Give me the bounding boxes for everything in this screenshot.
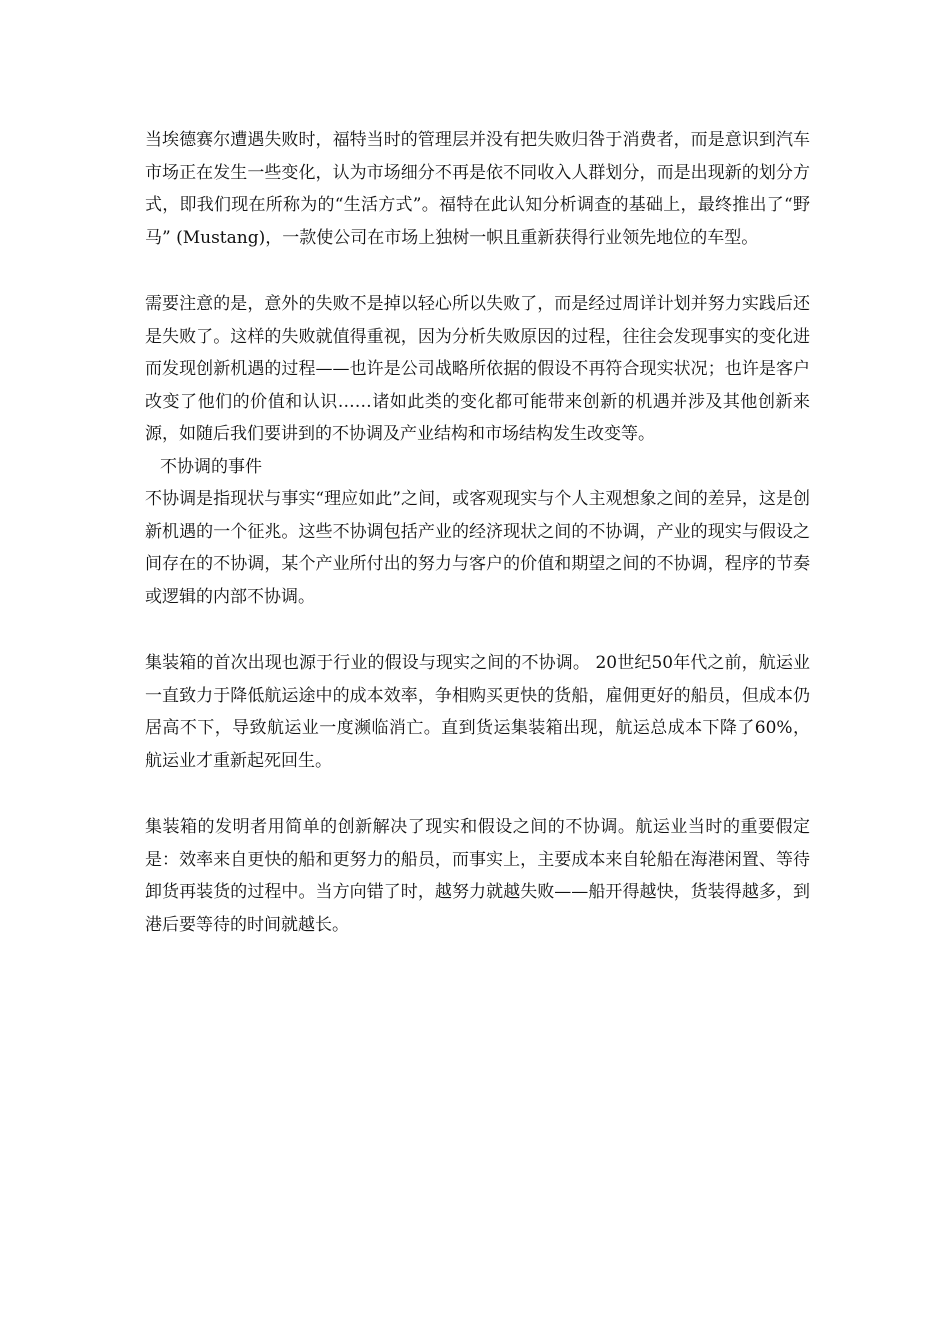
paragraph-container-inventor: 集装箱的发明者用简单的创新解决了现实和假设之间的不协调。航运业当时的重要假定是：效率来自更快的船和更努力的船员，而事实上，主要成本来自轮船在海港闲置、等待卸货再装货的过程中。当方向错了时，越努力就越失败——船开得越快，货装得越多，到港后要等待的时间就越长。 bbox=[145, 817, 810, 935]
paragraph-edsel-mustang: 当埃德赛尔遭遇失败时，福特当时的管理层并没有把失败归咎于消费者，而是意识到汽车市场正在发生一些变化，认为市场细分不再是依不同收入人群划分，而是出现新的划分方式，即我们现在所称为的“生活方式”。福特在此认知分析调查的基础上，最终推出了“野马” (Mustang)，一款使公司在市场上独树一帜且重新获得行业领先地位的车型。 bbox=[145, 130, 810, 248]
paragraph-gap bbox=[145, 777, 810, 811]
paragraph-gap bbox=[145, 254, 810, 288]
paragraph-unexpected-failure: 需要注意的是，意外的失败不是掉以轻心所以失败了，而是经过周详计划并努力实践后还是失败了。这样的失败就值得重视，因为分析失败原因的过程，往往会发现事实的变化进而发现创新机遇的过程——也许是公司战略所依据的假设不再符合现实状况；也许是客户改变了他们的价值和认识……诸如此类的变化都可能带来创新的机遇并涉及其他创新来源，如随后我们要讲到的不协调及产业结构和市场结构发生改变等。 bbox=[145, 294, 810, 444]
document-page bbox=[145, 124, 810, 941]
paragraph-incongruity-definition: 不协调是指现状与事实“理应如此”之间，或客观现实与个人主观想象之间的差异，这是创新机遇的一个征兆。这些不协调包括产业的经济现状之间的不协调，产业的现实与假设之间存在的不协调，某个产业所付出的努力与客户的价值和期望之间的不协调，程序的节奏或逻辑的内部不协调。 bbox=[145, 489, 810, 607]
paragraph-container-origin: 集装箱的首次出现也源于行业的假设与现实之间的不协调。 20世纪50年代之前，航运业一直致力于降低航运途中的成本效率，争相购买更快的货船，雇佣更好的船员，但成本仍居高不下，导致航运业一度濒临消亡。直到货运集装箱出现，航运总成本下降了60%，航运业才重新起死回生。 bbox=[145, 653, 810, 771]
paragraph-gap bbox=[145, 613, 810, 647]
section-heading: 不协调的事件 bbox=[160, 456, 262, 477]
